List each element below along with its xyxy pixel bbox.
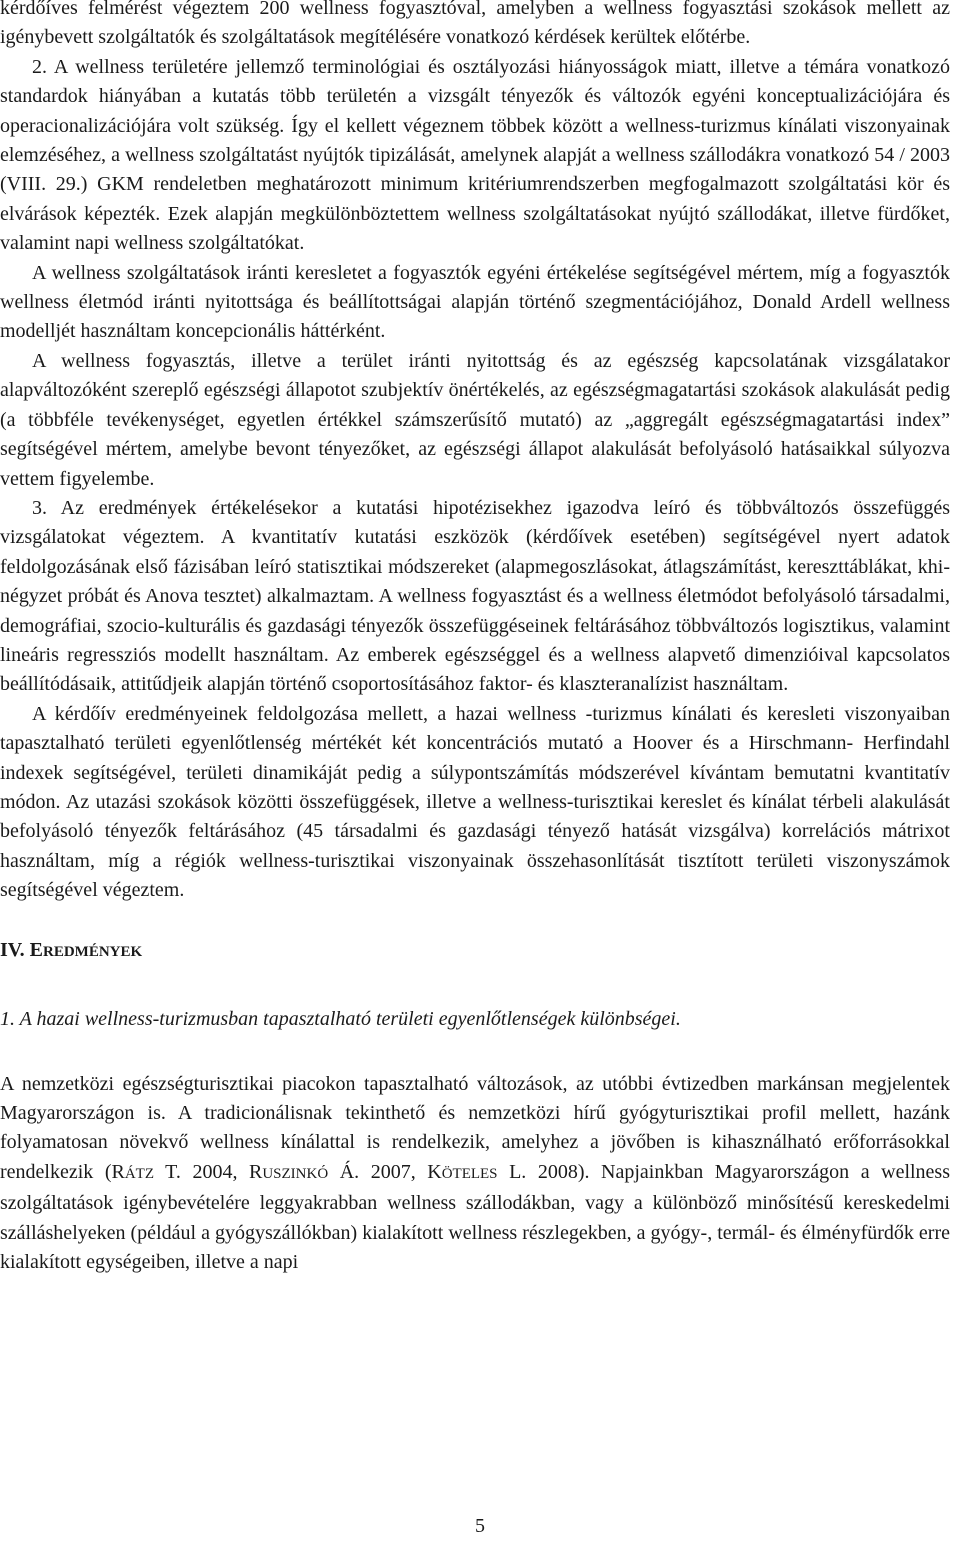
section-heading-prefix: IV. E [0,938,43,961]
final-text-1: A nemzetközi egészségturisztikai piacokon tapasztalható változások, az utóbbi évtizedben markánsan megjelentek Magyarországon is. A tradicionálisnak tekinthető és nemzetközi hírű gyógyturisztikai profil mellett, hazánk folyamatosan növekvő wellness kínálattal is rendelkezik, amelyhez a jövőben is kihasználható erőforrásokkal rendelkezik (R [0,1072,950,1183]
section-heading [0,936,960,967]
author-ratz: ÁTZ [124,1165,154,1182]
paragraph-international [0,1070,950,1278]
final-text-2: T. 2004, R [154,1160,263,1183]
final-text-3: Á. 2007, K [328,1160,442,1183]
author-ruszinko: USZINKÓ [262,1165,329,1182]
paragraph-point-3: 3. Az eredmények értékelésekor a kutatási hipotézisekhez igazodva leíró és többváltozós összefüggés vizsgálatokat végeztem. A kvantitatív kutatási eszközök (kérdőívek esetében) segítségével nyert adatok feldolgozásának első fázisában leíró statisztikai módszereket (alapmegoszlásokat, átlagszámítást, kereszttáblákat, khi-négyzet próbát és Anova tesztet) alkalmaztam. A wellness fogyasztást és a wellness életmódot befolyásoló társadalmi, demográfiai, szocio-kulturális és gazdasági tényezők összefüggéseinek feltárásához többváltozós logisztikus, valamint lineáris regressziós modellt használtam. Az emberek egészséggel és a wellness alapvető dimenzióival kapcsolatos beállítódásaik, attitűdjeik alapján történő csoportosításához faktor- és klaszteranalízist használtam. [0,496,950,696]
paragraph-questionnaire: A kérdőív eredményeinek feldolgozása mellett, a hazai wellness -turizmus kínálati és keresleti viszonyaiban tapasztalható területi egyenlőtlenség mértékét két koncentrációs mutató a Hoover és a Hirschmann- Herfindahl indexek segítségével, területi dinamikáját pedig a súlypontszámítás módszerével kívántam bemutatni kvantitatív módon. Az utazási szokások közötti összefüggések, illetve a wellness-turisztikai kereslet és kínálat térbeli alakulását befolyásoló tényezők feltárásához (45 társadalmi és gazdasági tényező hatását vizsgálva) korrelációs mátrixot használtam, míg a régiók wellness-turisztikai viszonyainak összehasonlítását tisztított területi viszonyszámok segítségével végeztem. [0,702,950,902]
section-heading-rest: REDMÉNYEK [43,943,143,960]
page-number: 5 [475,1515,485,1537]
subsection-heading: 1. A hazai wellness-turizmusban tapasztalható területi egyenlőtlenségek különbségei. [0,1007,681,1030]
author-koteles: ÖTELES [441,1165,498,1182]
paragraph-health: A wellness fogyasztás, illetve a terület iránti nyitottság és az egészség kapcsolatának vizsgálatakor alapváltozóként szereplő egészségi állapotot szubjektív önértékelés, az egészségmagatartási szokások alakulását pedig (a többféle tevékenységet, egyetlen értékkel számszerűsítő mutató) az „aggregált egészségmagatartási index” segítségével mértem, amelybe bevont tényezőket, az egészségi állapot alakulását befolyásoló hatásaikkal súlyozva vettem figyelembe. [0,349,950,490]
paragraph-point-2: 2. A wellness területére jellemző terminológiai és osztályozási hiányosságok miatt, illetve a témára vonatkozó standardok hiányában a kutatás több területén a vizsgált tényezők és változók egyéni konceptualizációjára és operacionalizációjára volt szükség. Így el kellett végeznem többek között a wellness-turizmus kínálati viszonyainak elemzéséhez, a wellness szolgáltatást nyújtók tipizálását, amelynek alapját a wellness szállodákra vonatkozó 54 / 2003 (VIII. 29.) GKM rendeletben meghatározott minimum kritériumrendszerben megfogalmazott szolgáltatási kör és elvárások képezték. Ezek alapján megkülönböztettem wellness szolgáltatásokat nyújtó szállodákat, illetve fürdőket, valamint napi wellness szolgáltatókat. [0,55,950,255]
final-text-4: L. 2008). Napjainkban Magyarországon a wellness szolgáltatások igénybevételére leggyakrabban wellness szállodákban, vagy a különböző minősítésű kereskedelmi szálláshelyeken (például a gyógyszállókban) kialakított wellness részlegekben, a gyógy-, termál- és élményfürdők erre kialakított egységeiben, illetve a napi [0,1160,950,1274]
paragraph-demand: A wellness szolgáltatások iránti keresletet a fogyasztók egyéni értékelése segítségével mértem, míg a fogyasztók wellness életmód iránti nyitottsága és beállítottságai alapján történő szegmentációjához, Donald Ardell wellness modelljét használtam koncepcionális háttérként. [0,261,950,343]
paragraph-survey: kérdőíves felmérést végeztem 200 wellness fogyasztóval, amelyben a wellness fogyasztási szokások mellett az igénybevett szolgáltatók és szolgáltatások megítélésére vonatkozó kérdések kerültek előtérbe. [0,0,950,49]
